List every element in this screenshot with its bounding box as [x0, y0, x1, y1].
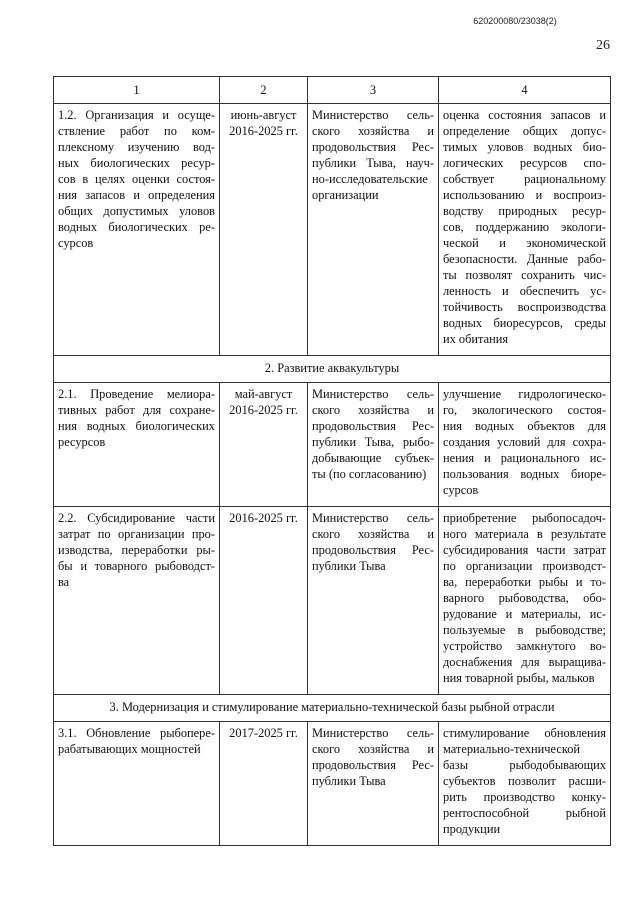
cell-text-line: сурсов: [443, 483, 479, 497]
cell-text-line: ния запасов и определения: [58, 188, 215, 202]
cell-text-line: общих допустимых уловов: [58, 204, 215, 218]
cell-text-line: Министерство сель-: [312, 511, 434, 525]
column-header: 4: [439, 77, 611, 104]
cell-text-line: приобретение рыбопосадоч-: [443, 511, 606, 525]
table-header-row: [54, 77, 611, 104]
section-title: 3. Модернизация и стимулирование материально-технической базы рыбной отрасли: [54, 695, 611, 722]
cell-text-line: ческой и экономической: [443, 236, 606, 250]
cell-text-line: субсидирования части затрат: [443, 543, 606, 557]
section-row: [54, 695, 611, 722]
cell-text-line: Министерство сель-: [312, 726, 434, 740]
period-cell: [220, 383, 308, 507]
cell-text-line: публики Тыва, науч-: [312, 156, 434, 170]
cell-text-line: их обитания: [443, 332, 509, 346]
cell-text-line: ленность и обеспечить ус-: [443, 284, 606, 298]
cell-text-line: субъектов позволит расши-: [443, 774, 606, 788]
cell-text-line: 2016-2025 гг.: [229, 124, 298, 138]
cell-text-line: водству природных ресур-: [443, 204, 606, 218]
cell-text-line: 2.2. Субсидирование части: [58, 511, 215, 525]
column-header: 1: [54, 77, 220, 104]
cell-text-line: ва: [58, 575, 70, 589]
result-cell: [439, 383, 611, 507]
cell-text-line: июнь-август: [230, 108, 297, 122]
cell-text-line: ского хозяйства и: [312, 742, 434, 756]
cell-text-line: ва, переработки рыбы и то-: [443, 575, 606, 589]
cell-text-line: безопасности. Данные рабо-: [443, 252, 606, 266]
cell-text-line: собствует рациональному: [443, 172, 606, 186]
cell-text-line: базы рыбодобывающих: [443, 758, 606, 772]
cell-text-line: рудование и материалы, ис-: [443, 607, 606, 621]
cell-text-line: ты (по согласованию): [312, 467, 427, 481]
result-cell: [439, 507, 611, 695]
cell-text-line: создания условий для сохра-: [443, 435, 606, 449]
cell-text-line: публики Тыва, рыбо-: [312, 435, 434, 449]
measure-cell: [54, 383, 220, 507]
cell-text-line: рить производство конку-: [443, 790, 606, 804]
section-title: 2. Развитие аквакультуры: [54, 356, 611, 383]
cell-text-line: материально-технической: [443, 742, 581, 756]
cell-text-line: 3.1. Обновление рыбопере-: [58, 726, 215, 740]
measure-cell: [54, 507, 220, 695]
cell-text-line: тойчивость воспроизводства: [443, 300, 606, 314]
cell-text-line: но-исследовательские: [312, 172, 428, 186]
cell-text-line: тивных работ для сохране-: [58, 403, 215, 417]
cell-text-line: сурсов: [58, 236, 94, 250]
section-row: [54, 356, 611, 383]
cell-text-line: бы и товарного рыбоводст-: [58, 559, 215, 573]
cell-text-line: плексному изучению вод-: [58, 140, 215, 154]
cell-text-line: водных биологических ре-: [58, 220, 215, 234]
cell-text-line: использованию и воспроиз-: [443, 188, 606, 202]
column-header: 2: [220, 77, 308, 104]
cell-text-line: затрат по организации про-: [58, 527, 215, 541]
cell-text-line: продукции: [443, 822, 501, 836]
cell-text-line: сов в целях оценки состоя-: [58, 172, 215, 186]
executor-cell: [308, 383, 439, 507]
cell-text-line: продовольствия Рес-: [312, 758, 434, 772]
cell-text-line: варного рыбоводства, обо-: [443, 591, 606, 605]
cell-text-line: 2017-2025 гг.: [229, 726, 298, 740]
cell-text-line: водных биоресурсов, среды: [443, 316, 606, 330]
cell-text-line: продовольствия Рес-: [312, 543, 434, 557]
cell-text-line: нения и рационального ис-: [443, 451, 606, 465]
table-row: [54, 383, 611, 507]
cell-text-line: 2.1. Проведение мелиора-: [58, 387, 215, 401]
cell-text-line: ского хозяйства и: [312, 527, 434, 541]
cell-text-line: Министерство сель-: [312, 387, 434, 401]
cell-text-line: 1.2. Организация и осуще-: [58, 108, 215, 122]
cell-text-line: рентоспособной рыбной: [443, 806, 606, 820]
document-code: 620200080/23038(2): [473, 16, 557, 26]
table-row: [54, 104, 611, 356]
cell-text-line: ния водных объектов для: [443, 419, 606, 433]
cell-text-line: продовольствия Рес-: [312, 140, 434, 154]
executor-cell: [308, 104, 439, 356]
cell-text-line: тимых уловов водных био-: [443, 140, 606, 154]
cell-text-line: продовольствия Рес-: [312, 419, 434, 433]
cell-text-line: публики Тыва: [312, 774, 386, 788]
table-row: [54, 722, 611, 846]
column-header: 3: [308, 77, 439, 104]
cell-text-line: го, экологического состоя-: [443, 403, 606, 417]
cell-text-line: ского хозяйства и: [312, 124, 434, 138]
cell-text-line: изводства, переработки ры-: [58, 543, 215, 557]
cell-text-line: по организации производст-: [443, 559, 606, 573]
cell-text-line: рабатывающих мощностей: [58, 742, 201, 756]
period-cell: [220, 722, 308, 846]
cell-text-line: 2016-2025 гг.: [229, 403, 298, 417]
cell-text-line: доснабжения для выращива-: [443, 655, 606, 669]
cell-text-line: стимулирование обновления: [443, 726, 606, 740]
executor-cell: [308, 507, 439, 695]
table-body: [54, 104, 611, 846]
measure-cell: [54, 722, 220, 846]
period-cell: [220, 507, 308, 695]
cell-text-line: логических ресурсов спо-: [443, 156, 606, 170]
executor-cell: [308, 722, 439, 846]
cell-text-line: ния товарной рыбы, мальков: [443, 671, 595, 685]
cell-text-line: пользуемые в рыбоводстве;: [443, 623, 606, 637]
cell-text-line: ного материала в результате: [443, 527, 606, 541]
result-cell: [439, 722, 611, 846]
period-cell: [220, 104, 308, 356]
measure-cell: [54, 104, 220, 356]
cell-text-line: Министерство сель-: [312, 108, 434, 122]
result-cell: [439, 104, 611, 356]
cell-text-line: май-август: [234, 387, 293, 401]
cell-text-line: определение общих допус-: [443, 124, 606, 138]
cell-text-line: организации: [312, 188, 379, 202]
cell-text-line: ния водных биологических: [58, 419, 215, 433]
cell-text-line: ных биологических ресур-: [58, 156, 215, 170]
cell-text-line: сов, поддержанию экологи-: [443, 220, 606, 234]
cell-text-line: оценка состояния запасов и: [443, 108, 606, 122]
measures-table: [53, 76, 611, 846]
cell-text-line: ты позволят сохранить чис-: [443, 268, 606, 282]
cell-text-line: добывающие субъек-: [312, 451, 434, 465]
cell-text-line: устройство замкнутого во-: [443, 639, 606, 653]
cell-text-line: ресурсов: [58, 435, 106, 449]
cell-text-line: улучшение гидрологическо-: [443, 387, 606, 401]
table-row: [54, 507, 611, 695]
cell-text-line: публики Тыва: [312, 559, 386, 573]
cell-text-line: ского хозяйства и: [312, 403, 434, 417]
cell-text-line: пользования водных биоре-: [443, 467, 606, 481]
page-number: 26: [596, 38, 610, 53]
cell-text-line: 2016-2025 гг.: [229, 511, 298, 525]
cell-text-line: ствление работ по ком-: [58, 124, 215, 138]
